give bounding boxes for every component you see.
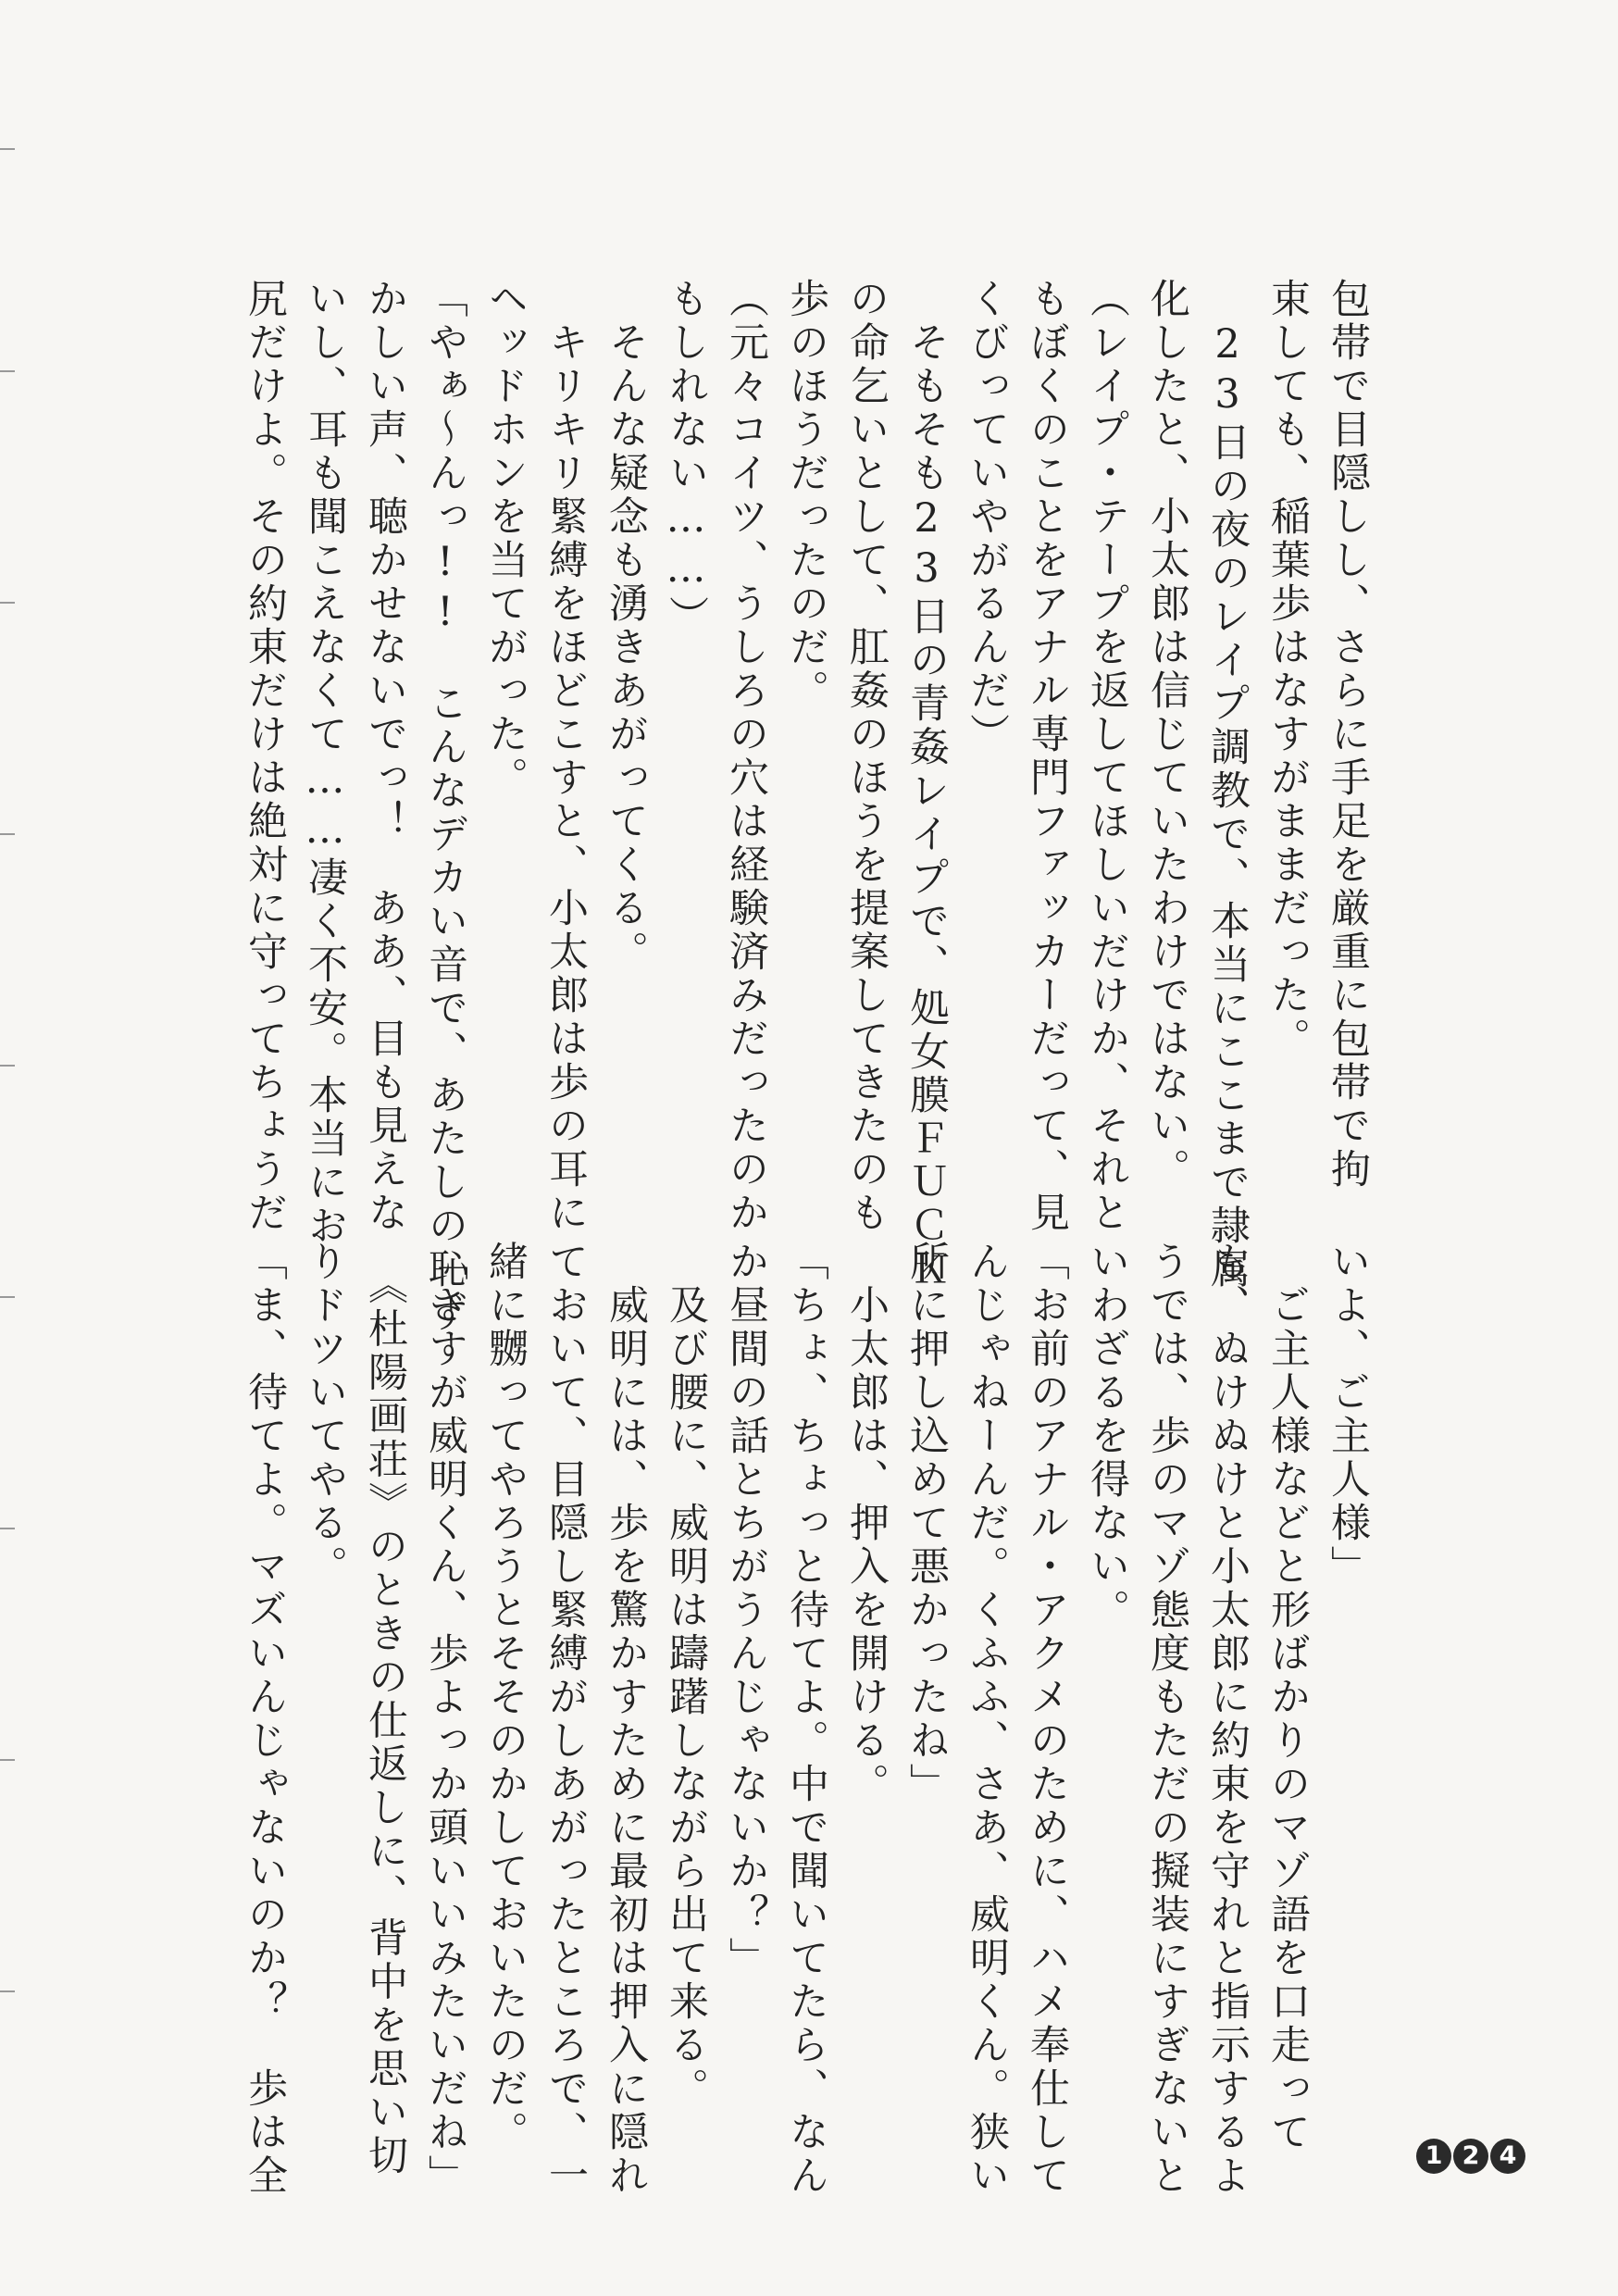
page-number-digit: 2 [1453, 2139, 1488, 2174]
page-number [1416, 2139, 1525, 2174]
edge-mark [0, 602, 15, 604]
edge-mark [0, 370, 15, 372]
text-column: 化したと、小太郎は信じていたわけではない。 [1144, 278, 1190, 1192]
text-column: 尻だけよ。その約束だけは絶対に守ってちょうだ [242, 278, 288, 1235]
text-column: ご主人様などと形ばかりのマゾ語を口走って [1264, 1241, 1311, 2154]
text-column: ヘッドホンを当てがった。 [482, 278, 529, 800]
text-column: 《杜陽画荘》のときの仕返しに、背中を思い切 [362, 1241, 408, 2178]
text-column: んじゃねーんだ。くふふ、さあ、威明くん。狭い [964, 1241, 1010, 2198]
text-column: くびっていやがるんだ） [964, 278, 1010, 756]
text-column: いよ、ご主人様」 [1325, 1241, 1371, 1589]
text-column: かしい声、聴かせないでっ！ ああ、目も見えな [362, 278, 408, 1235]
text-column: 歩のほうだったのだ。 [783, 278, 829, 713]
text-column: 「やぁ〜んっ!! こんなデカい音で、あたしの恥ず [422, 278, 468, 1335]
page-number-digit: 1 [1416, 2139, 1451, 2174]
text-column: いし、耳も聞こえなくて……凄く不安。本当にお [302, 278, 348, 1248]
text-column: 「お前のアナル・アクメのために、ハメ奉仕して [1024, 1241, 1070, 2198]
page-number-digit: 4 [1490, 2139, 1525, 2174]
text-column: 威明には、歩を驚かすために最初は押入に隠れ [603, 1241, 649, 2198]
top-text-block [234, 278, 1377, 1335]
text-column: （レイプ・テープを返してほしいだけか、それと [1084, 278, 1130, 1235]
text-column: の命乞いとして、肛姦のほうを提案してきたのも [843, 278, 890, 1235]
edge-mark [0, 1296, 15, 1298]
text-column: 所に押し込めて悪かったね」 [903, 1241, 950, 1806]
edge-mark [0, 1990, 15, 1992]
edge-mark [0, 1528, 15, 1529]
text-column: りドツいてやる。 [302, 1241, 348, 1589]
text-column: もぼくのことをアナル専門ファッカーだって、見 [1024, 278, 1070, 1235]
text-column: うでは、歩のマゾ態度もただの擬装にすぎないと [1144, 1241, 1190, 2198]
text-column: 「ま、待てよ。マズいんじゃないのか？ 歩は全 [242, 1241, 288, 2198]
edge-mark [0, 1759, 15, 1761]
edge-mark [0, 1065, 15, 1067]
text-column: もしれない……） [663, 278, 709, 639]
text-column: 包帯で目隠しし、さらに手足を厳重に包帯で拘 [1325, 278, 1371, 1192]
edge-mark [0, 833, 15, 835]
text-column: キリキリ緊縛をほどこすと、小太郎は歩の耳に [542, 278, 589, 1235]
text-column: （元々コイツ、うしろの穴は経験済みだったのか [723, 278, 769, 1235]
text-column: か昼間の話とちがうんじゃないか？」 [723, 1241, 769, 1980]
bottom-text-block [234, 1241, 1377, 2198]
text-column: 緒に嬲ってやろうとそそのかしておいたのだ。 [482, 1241, 529, 2154]
text-column: 小太郎は、押入を開ける。 [843, 1241, 890, 1806]
text-column: 23日の夜のレイプ調教で、本当にここまで隷属 [1204, 278, 1251, 1292]
text-column: そんな疑念も湧きあがってくる。 [603, 278, 649, 974]
text-column: いわざるを得ない。 [1084, 1241, 1130, 1632]
edge-mark [0, 148, 15, 150]
text-column: 「さすが威明くん、歩よっか頭いいみたいだね」 [422, 1241, 468, 2198]
text-column: 及び腰に、威明は躊躇しながら出て来る。 [663, 1241, 709, 2111]
text-column: も、ぬけぬけと小太郎に約束を守れと指示するよ [1204, 1241, 1251, 2198]
text-column: ておいて、目隠し緊縛がしあがったところで、一 [542, 1241, 589, 2198]
text-column: そもそも23日の青姦レイプで、処女膜ＦＵＣＫ [903, 278, 950, 1292]
text-column: 束しても、稲葉歩はなすがままだった。 [1264, 278, 1311, 1061]
text-column: 「ちょ、ちょっと待てよ。中で聞いてたら、なん [783, 1241, 829, 2198]
